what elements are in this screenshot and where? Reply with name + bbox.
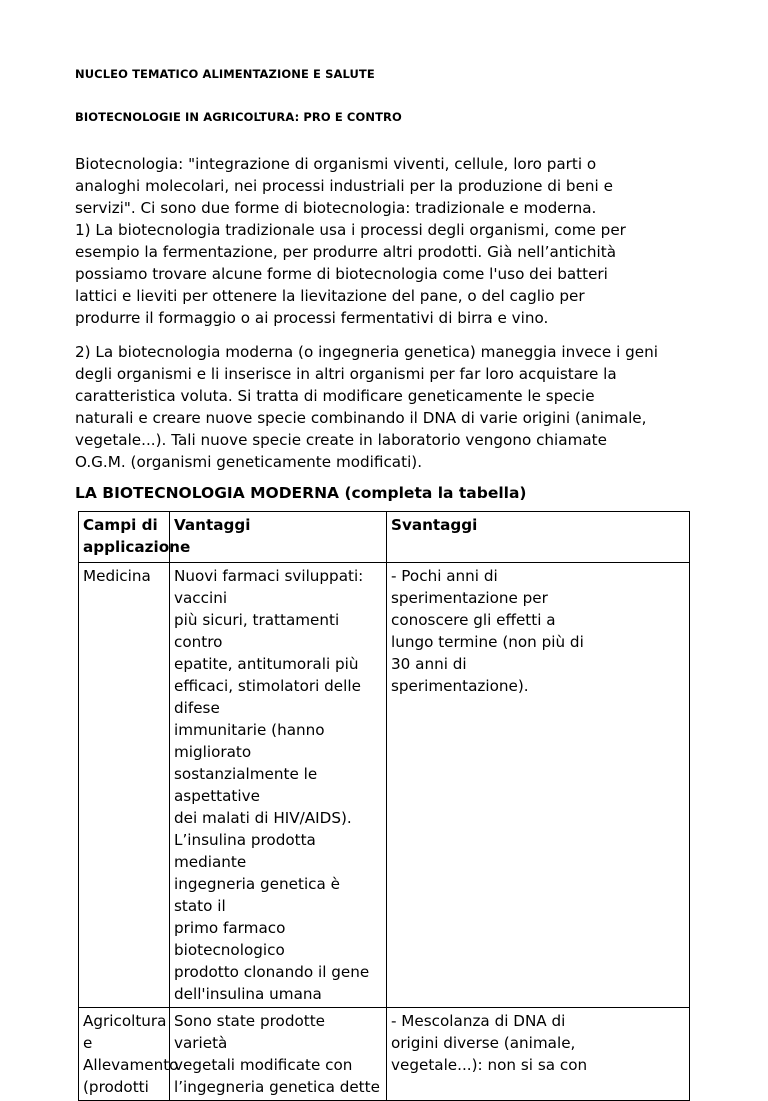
paragraph-line: vegetale...). Tali nuove specie create in laboratorio vengono chiamate bbox=[75, 431, 607, 449]
cell-line: - Pochi anni di bbox=[391, 567, 498, 585]
table-header-row bbox=[79, 512, 690, 563]
cell-line: conoscere gli effetti a bbox=[391, 611, 556, 629]
intro-line: Biotecnologia: "integrazione di organismi viventi, cellule, loro parti o bbox=[75, 155, 597, 173]
intro-line: analoghi molecolari, nei processi industriali per la produzione di beni e bbox=[75, 177, 613, 195]
cell-line: vegetale...): non si sa con bbox=[391, 1056, 588, 1074]
cell-line: Nuovi farmaci sviluppati: vaccini bbox=[174, 567, 364, 607]
cell-line: ingegneria genetica è stato il bbox=[174, 875, 340, 915]
paragraph-line: degli organismi e li inserisce in altri organismi per far loro acquistare la bbox=[75, 365, 617, 383]
cell-field bbox=[79, 1008, 179, 1101]
cell-line: origini diverse (animale, bbox=[391, 1034, 576, 1052]
paragraph-line: naturali e creare nuove specie combinando il DNA di varie origini (animale, bbox=[75, 409, 647, 427]
biotech-table bbox=[78, 511, 690, 1101]
header-line: Vantaggi bbox=[174, 516, 251, 534]
cell-line: immunitarie (hanno migliorato bbox=[174, 721, 325, 761]
paragraph-line: 2) La biotecnologia moderna (o ingegneria genetica) maneggia invece i geni bbox=[75, 343, 658, 361]
cell-cons bbox=[387, 563, 690, 1008]
cell-line: Agricoltura e bbox=[83, 1012, 167, 1052]
intro-line: esempio la fermentazione, per produrre altri prodotti. Già nell’antichità bbox=[75, 243, 617, 261]
paragraph-line: O.G.M. (organismi geneticamente modificati). bbox=[75, 453, 423, 471]
cell-line: L’insulina prodotta mediante bbox=[174, 831, 316, 871]
cell-line: primo farmaco biotecnologico bbox=[174, 919, 286, 959]
header-pros bbox=[170, 512, 387, 563]
header-fields bbox=[79, 512, 191, 563]
cell-line: sperimentazione per bbox=[391, 589, 548, 607]
header-subtitle: BIOTECNOLOGIE IN AGRICOLTURA: PRO E CONTRO bbox=[75, 110, 402, 124]
cell-cons bbox=[387, 1008, 690, 1101]
cell-line: vegetali modificate con bbox=[174, 1056, 353, 1074]
intro-line: produrre il formaggio o ai processi fermentativi di birra e vino. bbox=[75, 309, 549, 327]
cell-field bbox=[79, 563, 170, 1008]
cell-pros bbox=[170, 1008, 387, 1101]
cell-line: più sicuri, trattamenti contro bbox=[174, 611, 340, 651]
cell-line: l’ingegneria genetica dette bbox=[174, 1078, 380, 1096]
table-row bbox=[79, 1008, 690, 1101]
intro-line: possiamo trovare alcune forme di biotecnologia come l'uso dei batteri bbox=[75, 265, 608, 283]
intro-paragraph bbox=[75, 153, 700, 329]
cell-line: dei malati di HIV/AIDS). bbox=[174, 809, 352, 827]
cell-line: (prodotti bbox=[83, 1078, 149, 1096]
paragraph-line: caratteristica voluta. Si tratta di modificare geneticamente le specie bbox=[75, 387, 595, 405]
cell-line: Medicina bbox=[83, 567, 151, 585]
header-line: applicazione bbox=[83, 538, 191, 556]
intro-line: servizi". Ci sono due forme di biotecnologia: tradizionale e moderna. bbox=[75, 199, 597, 217]
header-line: Campi di bbox=[83, 516, 158, 534]
cell-line: epatite, antitumorali più bbox=[174, 655, 359, 673]
cell-line: Sono state prodotte varietà bbox=[174, 1012, 326, 1052]
cell-line: 30 anni di bbox=[391, 655, 467, 673]
cell-line: lungo termine (non più di bbox=[391, 633, 584, 651]
table-row bbox=[79, 563, 690, 1008]
cell-line: dell'insulina umana bbox=[174, 985, 322, 1003]
header-cons bbox=[387, 512, 690, 563]
intro-line: 1) La biotecnologia tradizionale usa i processi degli organismi, come per bbox=[75, 221, 626, 239]
intro-line: lattici e lieviti per ottenere la lievitazione del pane, o del caglio per bbox=[75, 287, 585, 305]
header-line: Svantaggi bbox=[391, 516, 478, 534]
section-title: LA BIOTECNOLOGIA MODERNA (completa la tabella) bbox=[75, 484, 527, 502]
cell-line: Allevamento bbox=[83, 1056, 179, 1074]
cell-line: sostanzialmente le aspettative bbox=[174, 765, 318, 805]
cell-line: prodotto clonando il gene bbox=[174, 963, 370, 981]
cell-line: - Mescolanza di DNA di bbox=[391, 1012, 566, 1030]
cell-pros bbox=[170, 563, 387, 1008]
cell-line: sperimentazione). bbox=[391, 677, 529, 695]
header-topic: NUCLEO TEMATICO ALIMENTAZIONE E SALUTE bbox=[75, 67, 375, 81]
cell-line: efficaci, stimolatori delle difese bbox=[174, 677, 361, 717]
modern-biotech-paragraph bbox=[75, 341, 700, 473]
